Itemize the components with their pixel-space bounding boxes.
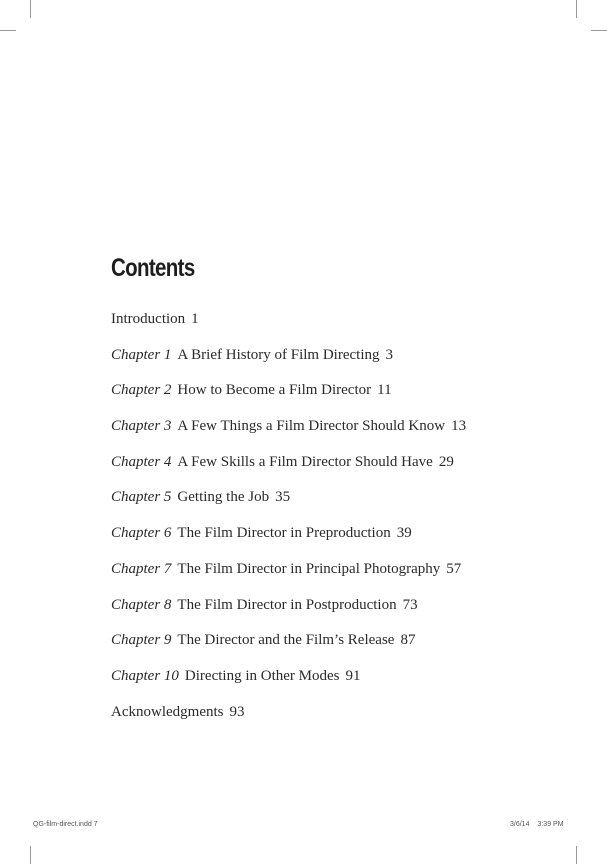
toc-page-number: 87 <box>400 632 416 649</box>
toc-entry <box>111 630 466 666</box>
slug-timestamp <box>510 820 564 829</box>
toc-page-number: 29 <box>438 453 454 470</box>
toc-entry-title: A Few Things a Film Director Should Know <box>177 418 446 435</box>
toc-chapter-number: Chapter 2 <box>111 382 172 399</box>
toc-page-number: 93 <box>229 703 245 720</box>
toc-chapter-number: Chapter 3 <box>111 418 172 435</box>
toc-entry-title: Introduction <box>111 311 186 327</box>
toc-entry <box>111 702 466 738</box>
crop-mark-top-left-horizontal <box>0 30 16 31</box>
toc-entry <box>111 595 466 631</box>
toc-entry-title: Directing in Other Modes <box>184 667 340 684</box>
toc-entry-title: A Few Skills a Film Director Should Have <box>177 453 433 470</box>
toc-entry-title: Acknowledgments <box>111 703 224 720</box>
toc-entry <box>111 523 466 559</box>
toc-entry <box>111 452 466 488</box>
toc-entry <box>111 666 466 702</box>
toc-chapter-number: Chapter 8 <box>111 596 172 613</box>
crop-mark-top-right-horizontal <box>591 30 607 31</box>
slug-date: 3/6/14 <box>510 821 530 828</box>
toc-entry-title: The Film Director in Principal Photography <box>177 560 441 577</box>
table-of-contents <box>111 309 466 737</box>
toc-entry-title: The Film Director in Postproduction <box>177 596 397 613</box>
toc-chapter-number: Chapter 10 <box>111 667 179 684</box>
page-title: Contents <box>111 254 195 282</box>
toc-entry <box>111 380 466 416</box>
crop-mark-top-right-vertical <box>576 0 577 18</box>
toc-entry-title: A Brief History of Film Directing <box>177 346 380 363</box>
toc-entry <box>111 487 466 523</box>
toc-entry <box>111 309 466 345</box>
toc-page-number: 35 <box>275 489 291 506</box>
toc-page-number: 13 <box>451 418 467 435</box>
crop-mark-bottom-right-vertical <box>576 846 577 864</box>
toc-chapter-number: Chapter 7 <box>111 560 172 577</box>
toc-chapter-number: Chapter 6 <box>111 525 172 542</box>
toc-page-number: 1 <box>191 311 199 327</box>
toc-page-number: 39 <box>396 525 412 542</box>
toc-chapter-number: Chapter 9 <box>111 632 172 649</box>
toc-page-number: 57 <box>446 560 462 577</box>
toc-page-number: 3 <box>385 346 393 363</box>
toc-chapter-number: Chapter 4 <box>111 453 172 470</box>
toc-page-number: 73 <box>402 596 418 613</box>
crop-mark-top-left-vertical <box>30 0 31 18</box>
toc-page-number: 11 <box>377 382 392 399</box>
toc-entry-title: How to Become a Film Director <box>177 382 372 399</box>
toc-entry <box>111 416 466 452</box>
slug-time: 3:39 PM <box>537 821 564 828</box>
toc-entry-title: The Film Director in Preproduction <box>177 525 391 542</box>
crop-mark-bottom-left-vertical <box>30 846 31 864</box>
toc-entry-title: Getting the Job <box>177 489 270 506</box>
toc-entry <box>111 345 466 381</box>
toc-chapter-number: Chapter 1 <box>111 346 172 363</box>
toc-entry-title: The Director and the Film’s Release <box>177 632 395 649</box>
slug-file-name: QG-film-direct.indd 7 <box>33 821 98 828</box>
toc-chapter-number: Chapter 5 <box>111 489 172 506</box>
toc-page-number: 91 <box>345 667 361 684</box>
toc-entry <box>111 559 466 595</box>
